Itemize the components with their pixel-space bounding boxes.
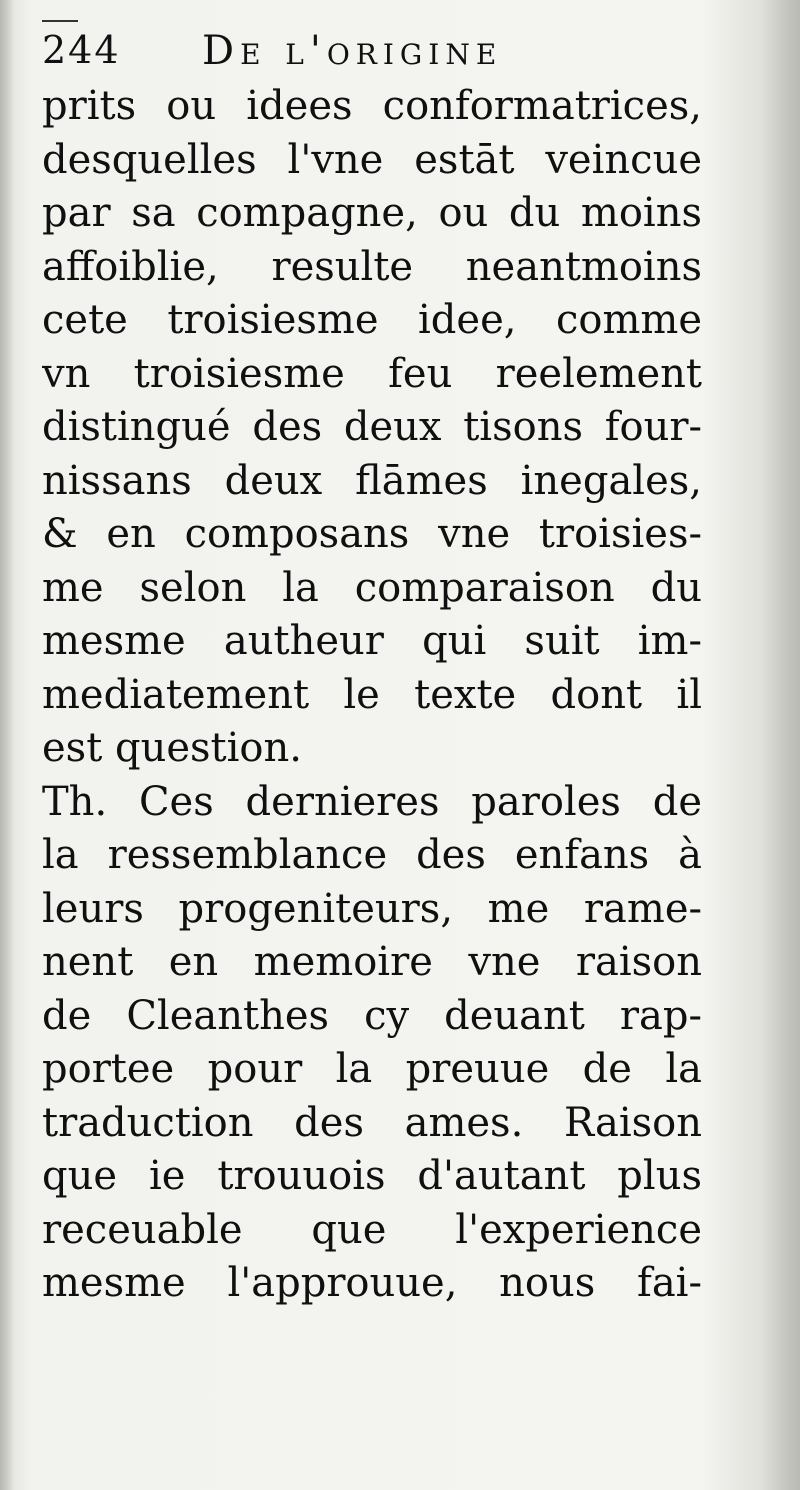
text-line: de Cleanthes cy deuant rap- (42, 992, 702, 1039)
text-line: mesme autheur qui suit im- (42, 618, 702, 664)
text-line: receuable que l'experience (42, 1206, 702, 1253)
text-line: traduction des ames. Raison (42, 1099, 702, 1146)
page-number: 244 (42, 28, 121, 72)
text-line: vn troisiesme feu reelement (42, 350, 702, 397)
body-text (42, 80, 702, 1311)
text-line: affoiblie, resulte neantmoins (42, 243, 702, 290)
text-line: Th. Ces dernieres paroles de (42, 778, 702, 825)
text-line: distingué des deux tisons four- (42, 404, 702, 450)
text-line: cete troisiesme idee, comme (42, 297, 702, 343)
text-line: leurs progeniteurs, me rame- (42, 885, 702, 932)
text-line: mediatement le texte dont il (42, 671, 702, 718)
running-header (42, 22, 742, 80)
bleed-through-ghost (160, 1340, 270, 1390)
text-line: la ressemblance des enfans à (42, 832, 702, 878)
text-line: que ie trouuois d'autant plus (42, 1153, 702, 1199)
text-line: prits ou idees conformatrices, (42, 83, 702, 129)
text-line: par sa compagne, ou du moins (42, 190, 702, 236)
running-title: De l'origine (202, 28, 503, 74)
text-line: nissans deux flāmes inegales, (42, 457, 702, 504)
text-line: nent en memoire vne raison (42, 939, 702, 985)
text-line: me selon la comparaison du (42, 564, 702, 611)
text-line: portee pour la preuue de la (42, 1046, 702, 1092)
text-line: desquelles l'vne estāt veincue (42, 136, 702, 183)
text-line: & en composans vne troisies- (42, 511, 702, 557)
text-line: mesme l'approuue, nous fai- (42, 1260, 702, 1306)
text-line: est question. (42, 725, 302, 771)
